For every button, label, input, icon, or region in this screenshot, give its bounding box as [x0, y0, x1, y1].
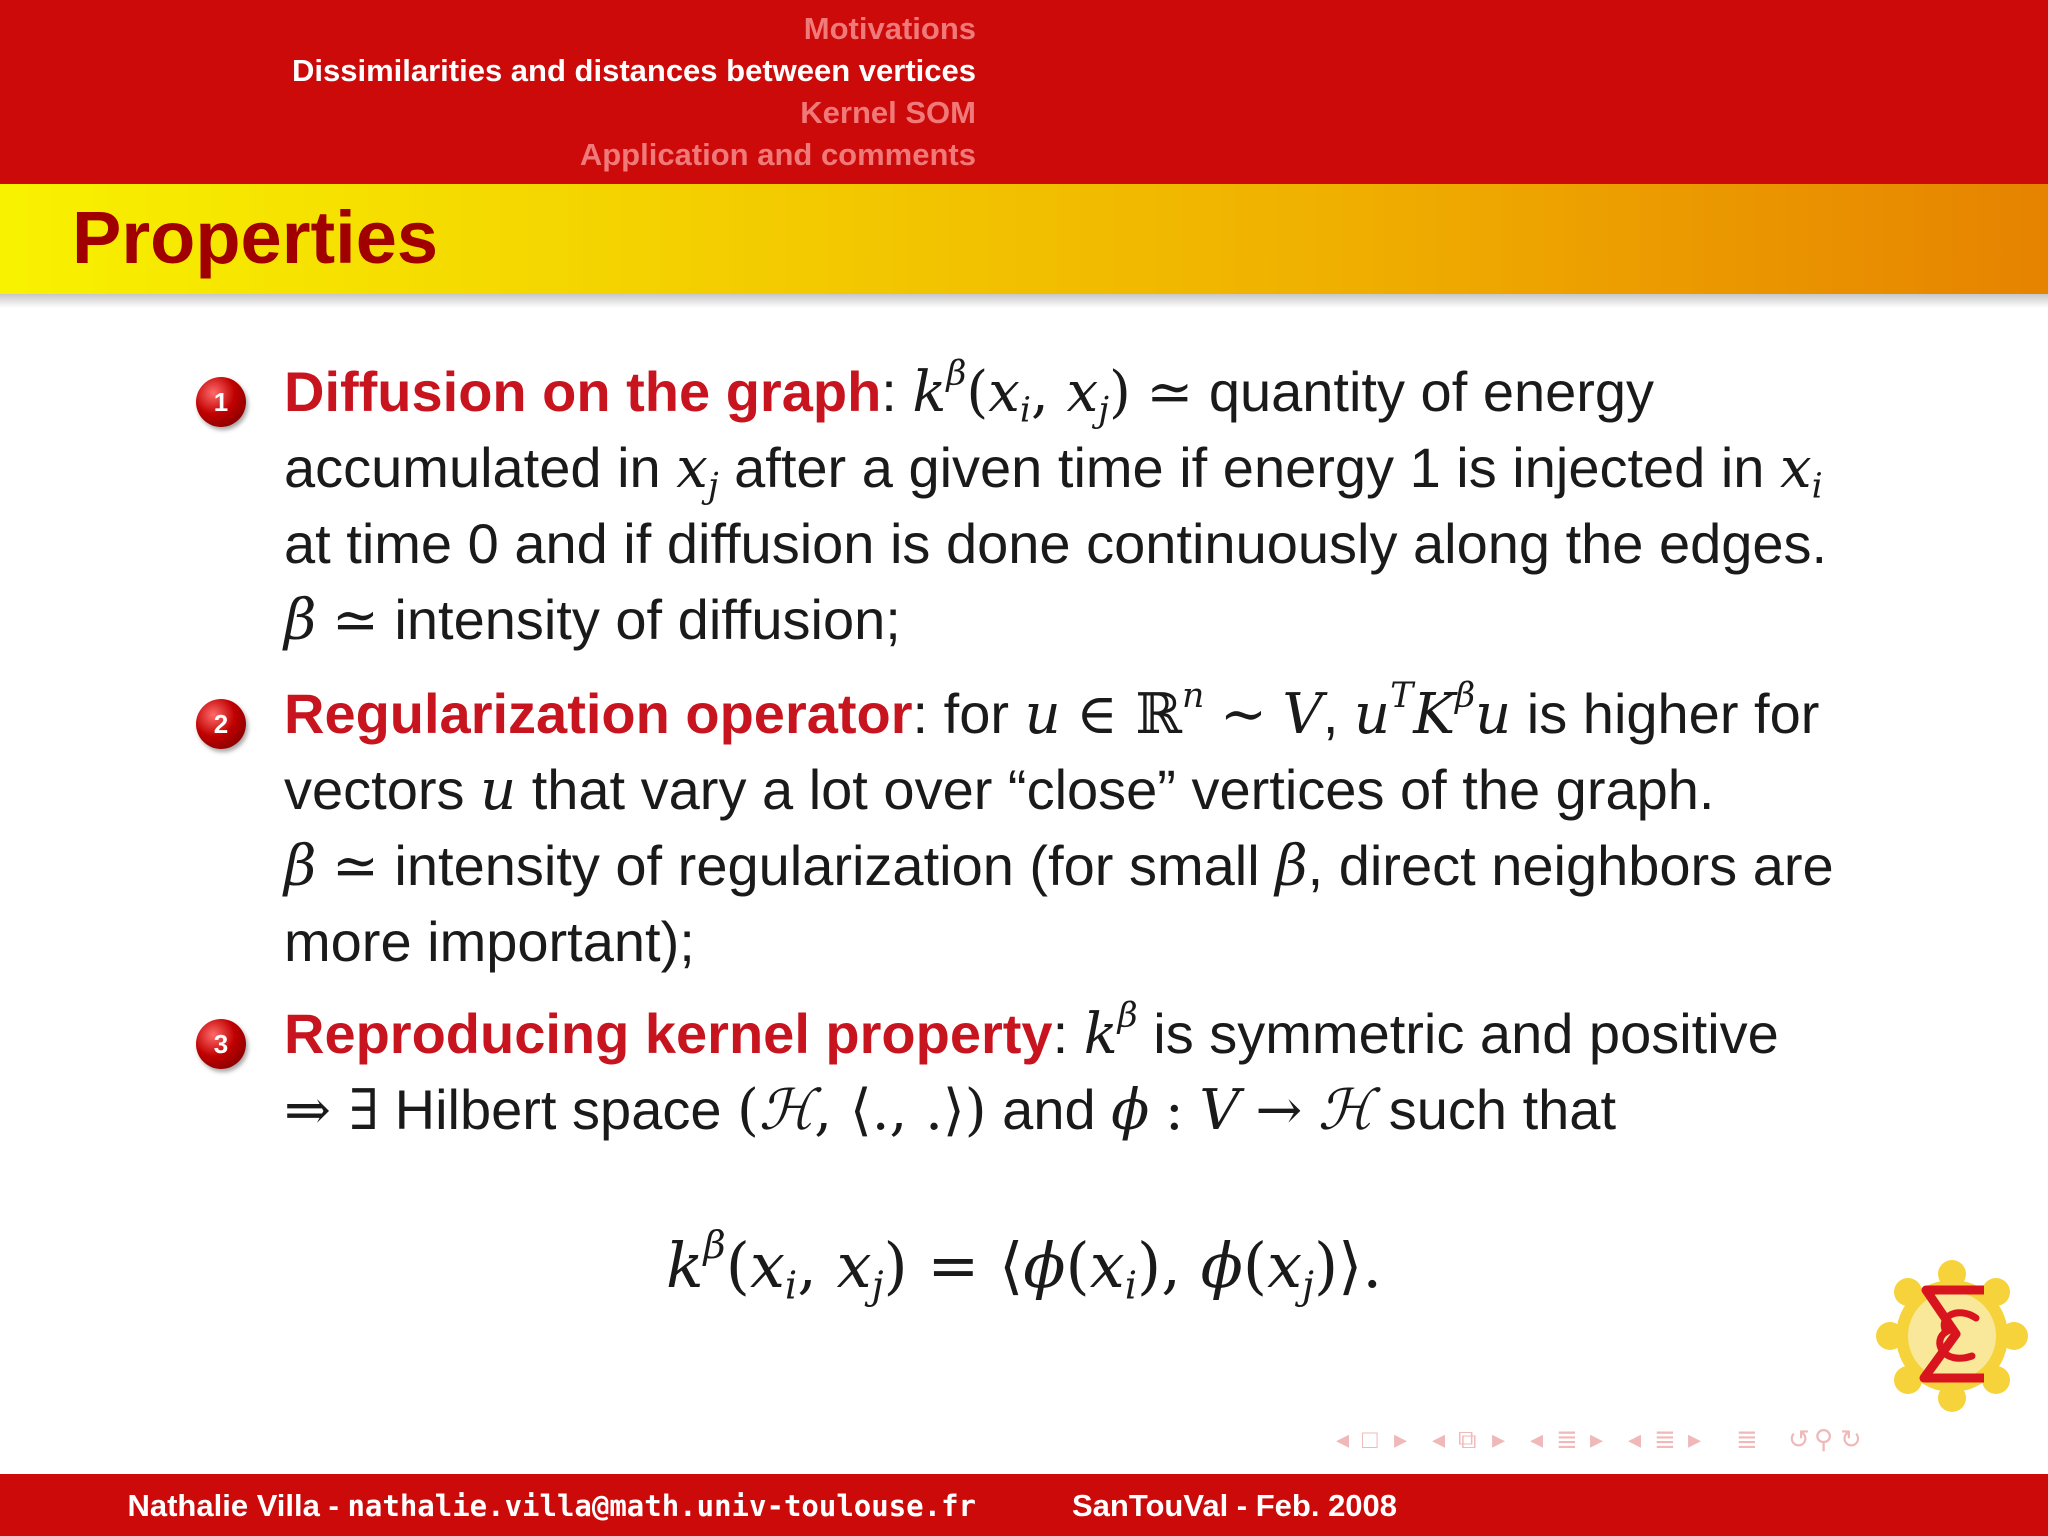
item-line: vectors u that vary a lot over “close” vertices of the graph. — [284, 758, 1715, 823]
section-icon[interactable]: ≣ — [1556, 1424, 1578, 1454]
subsection-icon[interactable]: ⧉ — [1458, 1424, 1477, 1454]
item-number-badge: 1 — [196, 377, 246, 427]
sigma-epsilon-sun-logo — [1872, 1256, 2032, 1416]
item-line: β ≃ intensity of diffusion; — [284, 588, 901, 653]
nav-item-dissimilarities[interactable]: Dissimilarities and distances between vertices — [291, 53, 976, 88]
footer-author-info: Nathalie Villa - nathalie.villa@math.univ-toulouse.fr — [127, 1488, 976, 1523]
nav-next-arrow-icon[interactable]: ▸ — [1688, 1424, 1702, 1454]
back-icon[interactable]: ↺ — [1788, 1424, 1810, 1454]
display-equation: $k^\beta(x_i$, $x_j$) = $⟨\phi(x_i)$, $\phi(x_j)⟩$. — [665, 1223, 1383, 1309]
item-line: accumulated in $x_j$ after a given time if energy 1 is injected in $x_i$ — [284, 436, 1823, 507]
item-line: ⇒ ∃ Hilbert space (ℋ, ⟨., .⟩) and ϕ : V → ℋ such that — [284, 1078, 1616, 1143]
outline-icon[interactable]: ≣ — [1736, 1424, 1758, 1454]
header-navigation-band — [0, 0, 2048, 184]
item-number-badge: 3 — [196, 1019, 246, 1069]
nav-prev-arrow-icon[interactable]: ◂ — [1432, 1424, 1446, 1454]
nav-prev-arrow-icon[interactable]: ◂ — [1628, 1424, 1642, 1454]
footer-author: Nathalie Villa — [127, 1488, 320, 1523]
beamer-navigation-symbols — [1336, 1424, 2036, 1464]
item-line: β ≃ intensity of regularization (for small β, direct neighbors are — [284, 834, 1834, 899]
frame-icon[interactable]: □ — [1362, 1424, 1378, 1454]
item-number-badge: 2 — [196, 699, 246, 749]
nav-item-kernel-som[interactable]: Kernel SOM — [800, 95, 976, 130]
title-band-shadow — [0, 294, 2048, 308]
item-line: Diffusion on the graph: $k^\beta(x_i$, $x_j$) ≃ quantity of energy — [284, 353, 1655, 431]
nav-prev-arrow-icon[interactable]: ◂ — [1336, 1424, 1350, 1454]
item-keyword: Reproducing kernel property — [284, 1002, 1053, 1065]
nav-next-arrow-icon[interactable]: ▸ — [1492, 1424, 1506, 1454]
search-icon[interactable]: ⚲ — [1814, 1424, 1834, 1454]
nav-next-arrow-icon[interactable]: ▸ — [1394, 1424, 1408, 1454]
nav-item-application[interactable]: Application and comments — [579, 137, 976, 172]
nav-next-arrow-icon[interactable]: ▸ — [1590, 1424, 1604, 1454]
nav-item-motivations[interactable]: Motivations — [803, 11, 976, 46]
item-keyword: Regularization operator — [284, 682, 913, 745]
nav-prev-arrow-icon[interactable]: ◂ — [1530, 1424, 1544, 1454]
item-line: at time 0 and if diffusion is done continuously along the edges. — [284, 512, 1828, 575]
footer-event: SanTouVal - Feb. 2008 — [1072, 1488, 1398, 1523]
forward-icon[interactable]: ↻ — [1840, 1424, 1862, 1454]
item-line: Regularization operator: for u ∈ ℝ$^n$ ∼ V, $u^TK^\beta u$ is higher for — [284, 675, 1820, 747]
item-keyword: Diffusion on the graph — [284, 360, 882, 423]
item-line: Reproducing kernel property: $k^\beta$ is symmetric and positive — [284, 995, 1779, 1067]
footer-email: nathalie.villa@math.univ-toulouse.fr — [347, 1489, 976, 1523]
section-navigation — [292, 8, 976, 176]
item-line: more important); — [284, 910, 695, 973]
footer-band — [0, 1474, 2048, 1536]
document-icon[interactable]: ≣ — [1654, 1424, 1676, 1454]
slide-title: Properties — [72, 196, 439, 279]
